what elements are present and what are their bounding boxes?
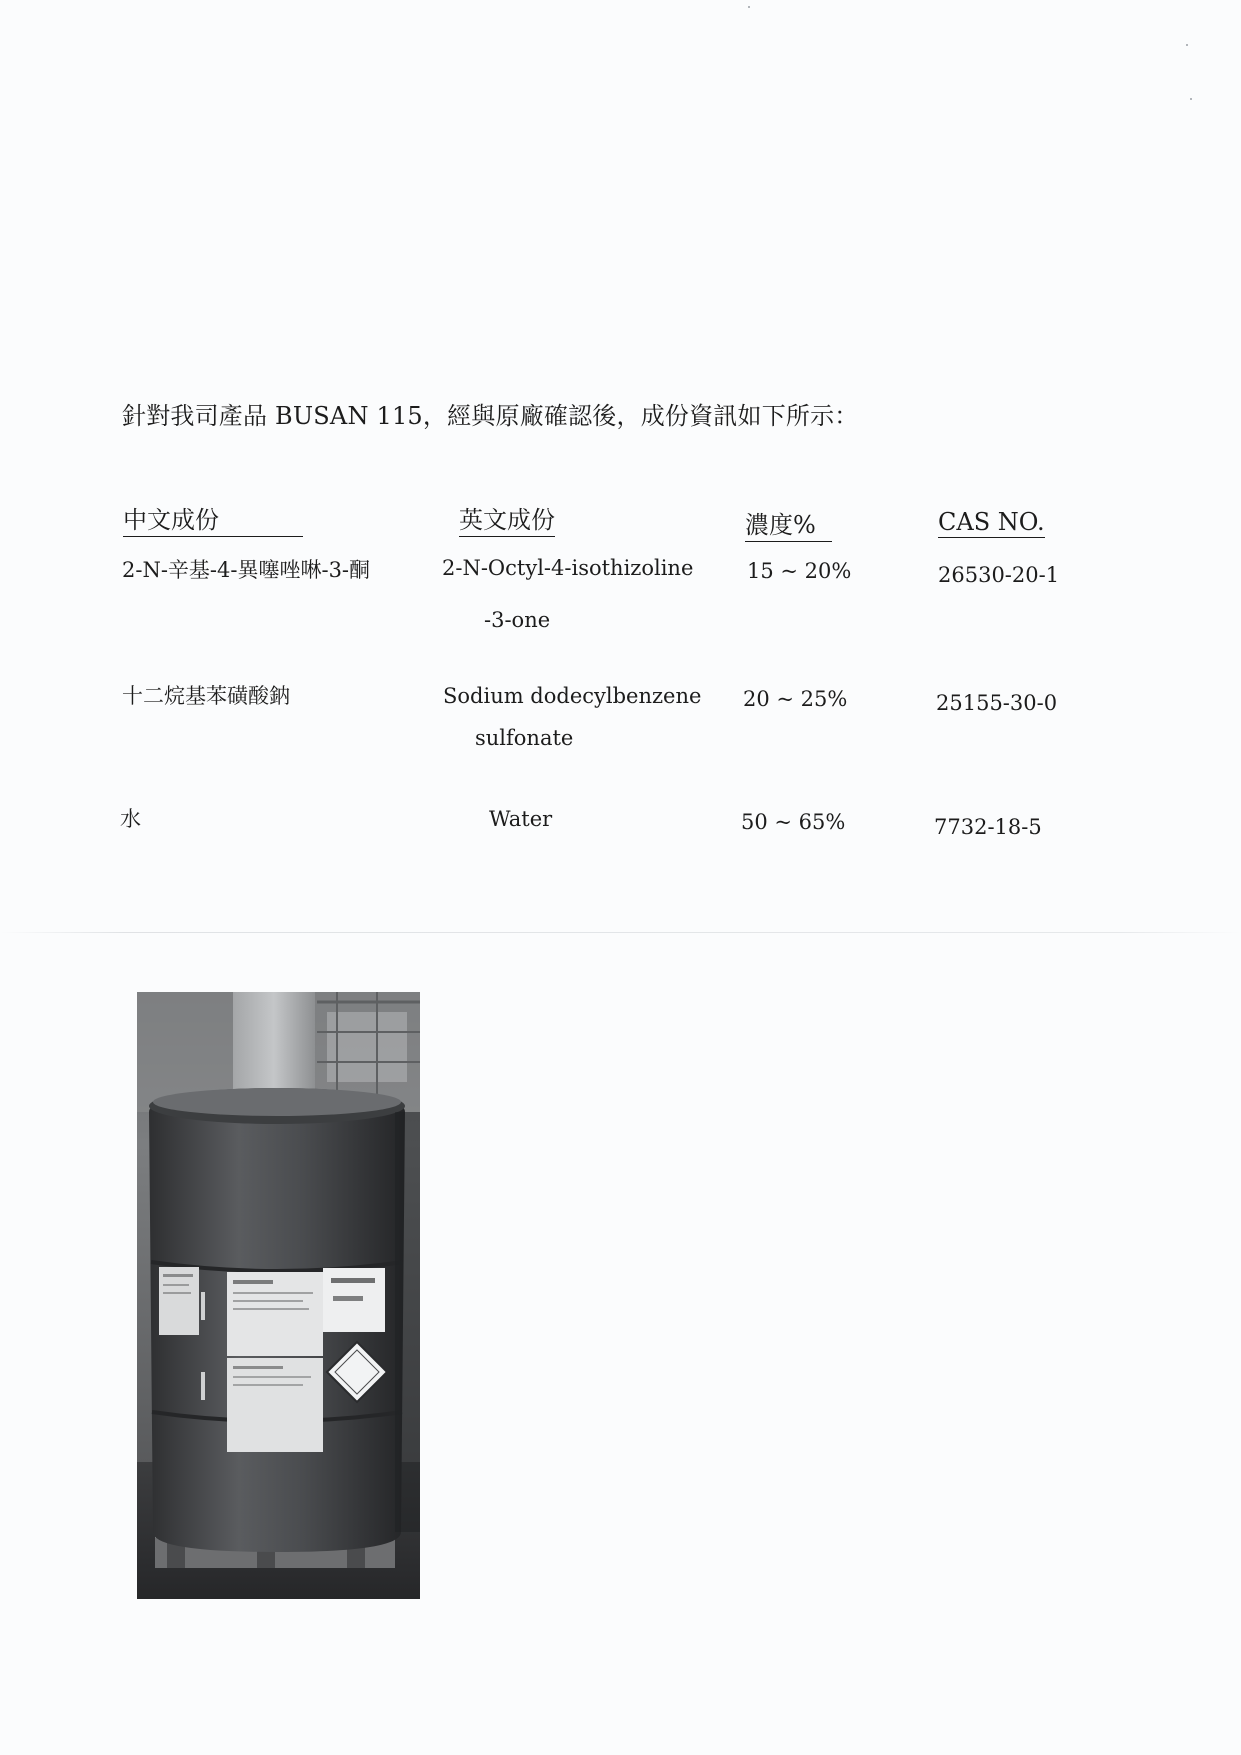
header-chinese (123, 500, 303, 537)
scan-fold-line (0, 932, 1241, 933)
header-cas-label: CAS NO. (938, 508, 1045, 536)
header-english (459, 500, 555, 537)
chemical-drum-photo-icon (137, 992, 420, 1599)
scan-speck (748, 6, 750, 8)
row1-chinese: 2-N-辛基-4-異噻唑啉-3-酮 (122, 558, 371, 582)
row2-chinese: 十二烷基苯磺酸鈉 (122, 684, 290, 708)
header-chinese-label: 中文成份 (123, 500, 303, 537)
header-english-label: 英文成份 (459, 500, 555, 537)
row2-english-line2: sulfonate (475, 726, 574, 750)
intro-text: 針對我司產品 BUSAN 115，經與原廠確認後，成份資訊如下所示： (122, 402, 859, 430)
header-concentration-label: 濃度% (745, 505, 832, 542)
scan-speck (1190, 98, 1192, 100)
row3-chinese: 水 (120, 807, 141, 831)
row2-cas: 25155-30-0 (936, 691, 1058, 715)
header-cas (938, 508, 1045, 538)
row3-concentration: 50 ~ 65% (741, 810, 846, 834)
header-concentration (745, 505, 832, 542)
row2-concentration: 20 ~ 25% (743, 687, 848, 711)
row2-english-line1: Sodium dodecylbenzene (443, 684, 702, 708)
scan-speck (1186, 44, 1188, 46)
row1-concentration: 15 ~ 20% (747, 559, 852, 583)
row1-cas: 26530-20-1 (938, 563, 1060, 587)
row1-english-line1: 2-N-Octyl-4-isothizoline (442, 556, 694, 580)
row3-english-line1: Water (489, 807, 553, 831)
row1-english-line2: -3-one (484, 608, 551, 632)
row3-cas: 7732-18-5 (934, 815, 1042, 839)
